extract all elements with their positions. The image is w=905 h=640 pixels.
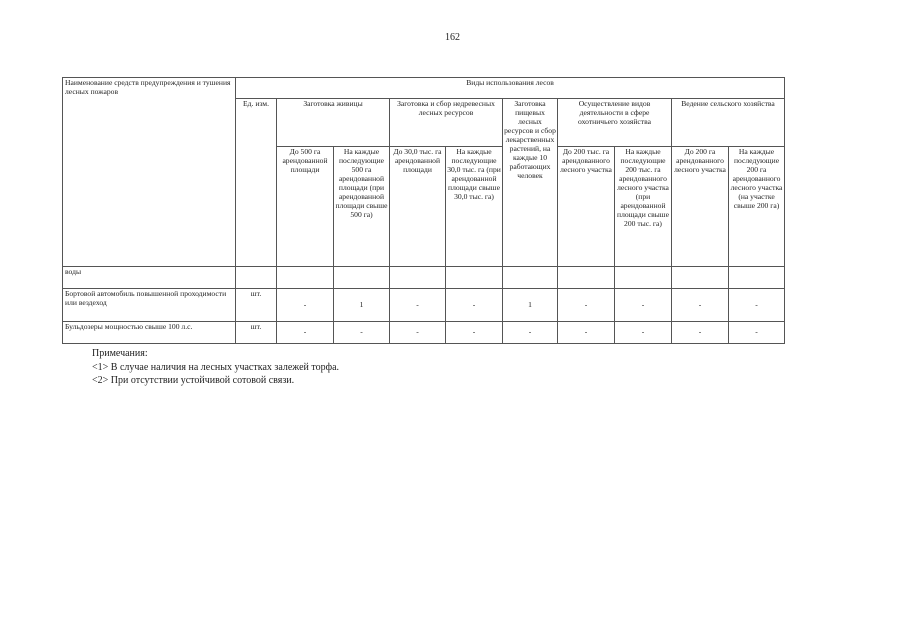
group-header: Заготовка живицы [277,99,390,147]
sub-header: До 500 га арендованной площади [277,147,334,267]
sub-header: На каждые последующие 200 га арендованного лесного участка (на участке свыше 200 га) [729,147,785,267]
cell-value: - [729,322,785,344]
cell-value: - [729,289,785,322]
cell-value: - [615,322,672,344]
cell-value: - [277,322,334,344]
cell-value: 1 [334,289,390,322]
notes-title: Примечания: [92,348,148,359]
sub-header: На каждые последующие 30,0 тыс. га (при арендованной площади свыше 30,0 тыс. га) [446,147,503,267]
group-header: Осуществление видов деятельности в сфере охотничьего хозяйства [558,99,672,147]
cell-value: - [446,322,503,344]
cell-value: - [390,289,446,322]
sub-header: До 30,0 тыс. га арендованной площади [390,147,446,267]
page-number: 162 [445,32,460,43]
sub-header: На каждые последующие 200 тыс. га арендованного лесного участка (при арендованной площади свыше 200 тыс. га) [615,147,672,267]
table-row [63,322,785,344]
row-name: Бортовой автомобиль повышенной проходимости или вездеход [63,289,236,322]
table-row [63,289,785,322]
sub-header: До 200 тыс. га арендованного лесного участка [558,147,615,267]
cell-value: - [446,289,503,322]
cell-value: - [390,322,446,344]
note-item: <1> В случае наличия на лесных участках залежей торфа. [92,361,340,373]
cell-value: - [558,289,615,322]
uses-header: Виды использования лесов [236,78,785,99]
cell-value: - [558,322,615,344]
col-name-header: Наименование средств предупреждения и тушения лесных пожаров [63,78,236,267]
sub-header: До 200 га арендованного лесного участка [672,147,729,267]
row-name: Бульдозеры мощностью свыше 100 л.с. [63,322,236,344]
group-header: Ведение сельского хозяйства [672,99,785,147]
row-unit: шт. [236,289,277,322]
cell-value: - [334,322,390,344]
unit-header: Ед. изм. [236,99,277,267]
sub-header: На каждые последующие 500 га арендованной площади (при арендованной площади свыше 500 га) [334,147,390,267]
cell-value: - [615,289,672,322]
group-header: Заготовка пищевых лесных ресурсов и сбор лекарственных растений, на каждые 10 работающих человек [503,99,558,267]
row-unit: шт. [236,322,277,344]
cell-value: 1 [503,289,558,322]
group-header: Заготовка и сбор недревесных лесных ресурсов [390,99,503,147]
cell-value: - [672,289,729,322]
cell-value: - [277,289,334,322]
notes [92,347,339,388]
cell-value: - [503,322,558,344]
cell-value: - [672,322,729,344]
note-item: <2> При отсутствии устойчивой сотовой связи. [92,375,295,386]
section-row-label: воды [63,267,236,289]
forest-fire-equipment-table [62,77,785,344]
